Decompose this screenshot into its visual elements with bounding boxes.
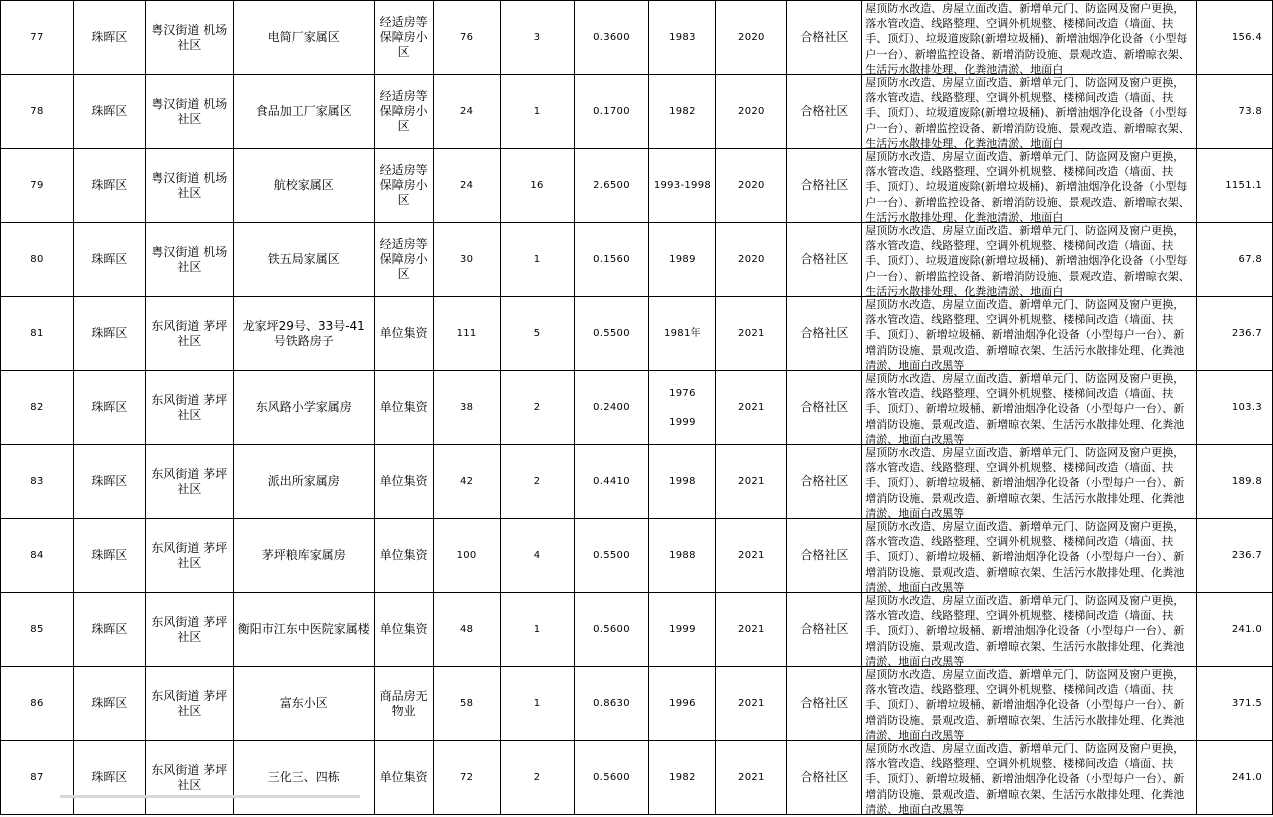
status-cell[interactable]: 合格社区: [787, 297, 862, 371]
street-community-cell[interactable]: 东风街道 茅坪社区: [145, 519, 233, 593]
households-cell[interactable]: 111: [433, 297, 500, 371]
renovation-content-cell[interactable]: [862, 445, 1197, 519]
renovation-content-cell[interactable]: [862, 593, 1197, 667]
district-cell[interactable]: 珠晖区: [73, 667, 145, 741]
investment-amount-cell[interactable]: 236.7: [1196, 519, 1272, 593]
table-row: [1, 223, 1273, 297]
households-cell[interactable]: 48: [433, 593, 500, 667]
row-number-cell[interactable]: 82: [1, 371, 74, 445]
table-body: [1, 1, 1273, 815]
renovation-content-text: 屋顶防水改造、房屋立面改造、新增单元门、防盗网及窗户更换，落水管改造、线路整理、空调外机规整、楼梯间改造（墙面、扶手、顶灯）、新增垃圾桶、新增油烟净化设备（小型每户一台）、新增消防设施、景观改造、新增晾衣架、生活污水散排处理、化粪池清淤、地面白改黑等: [865, 742, 1185, 816]
project-name-cell[interactable]: 电简厂家属区: [233, 1, 374, 75]
buildings-cell[interactable]: 3: [500, 1, 574, 75]
plan-year-cell[interactable]: 2021: [716, 519, 787, 593]
table-row: [1, 667, 1273, 741]
renovation-content-text: 屋顶防水改造、房屋立面改造、新增单元门、防盗网及窗户更换，落水管改造、线路整理、空调外机规整、楼梯间改造（墙面、扶手、顶灯）、新增垃圾桶、新增油烟净化设备（小型每户一台）、新增消防设施、景观改造、新增晾衣架、生活污水散排处理、化粪池清淤、地面白改黑等: [865, 372, 1185, 446]
renovation-content-cell[interactable]: [862, 741, 1197, 815]
plan-year-cell[interactable]: 2021: [716, 741, 787, 815]
area-cell[interactable]: 0.5500: [574, 297, 649, 371]
buildings-cell[interactable]: 1: [500, 223, 574, 297]
street-community-cell[interactable]: 东风街道 茅坪社区: [145, 297, 233, 371]
households-cell[interactable]: 100: [433, 519, 500, 593]
table-row: [1, 593, 1273, 667]
renovation-content-text: 屋顶防水改造、房屋立面改造、新增单元门、防盗网及窗户更换，落水管改造、线路整理、空调外机规整、楼梯间改造（墙面、扶手、顶灯）、垃圾道废除(新增垃圾桶)、新增油烟净化设备（小型每户一台）、新增监控设备、新增消防设施、景观改造、新增晾衣架、生活污水散排处理、化粪池清淤、地面白: [865, 224, 1190, 298]
table-row: [1, 741, 1273, 815]
households-cell[interactable]: 38: [433, 371, 500, 445]
status-cell[interactable]: 合格社区: [787, 445, 862, 519]
plan-year-cell[interactable]: 2021: [716, 297, 787, 371]
row-number-cell[interactable]: 78: [1, 75, 74, 149]
investment-amount-cell[interactable]: 241.0: [1196, 593, 1272, 667]
status-cell[interactable]: 合格社区: [787, 223, 862, 297]
project-name-cell[interactable]: 富东小区: [233, 667, 374, 741]
built-year-cell[interactable]: 1996: [649, 667, 716, 741]
row-number-cell[interactable]: 85: [1, 593, 74, 667]
table-row: [1, 75, 1273, 149]
street-community-cell[interactable]: 粤汉街道 机场社区: [145, 1, 233, 75]
built-year-text-2: 1999: [669, 416, 696, 428]
renovation-content-cell[interactable]: [862, 667, 1197, 741]
investment-amount-cell[interactable]: 73.8: [1196, 75, 1272, 149]
project-name-cell[interactable]: 铁五局家属区: [233, 223, 374, 297]
plan-year-cell[interactable]: 2021: [716, 371, 787, 445]
street-community-cell[interactable]: 东风街道 茅坪社区: [145, 593, 233, 667]
horizontal-scrollbar[interactable]: [60, 795, 360, 798]
households-cell[interactable]: 24: [433, 149, 500, 223]
buildings-cell[interactable]: 5: [500, 297, 574, 371]
table-row: [1, 297, 1273, 371]
renovation-content-text: 屋顶防水改造、房屋立面改造、新增单元门、防盗网及窗户更换，落水管改造、线路整理、空调外机规整、楼梯间改造（墙面、扶手、顶灯）、新增垃圾桶、新增油烟净化设备（小型每户一台）、新增消防设施、景观改造、新增晾衣架、生活污水散排处理、化粪池清淤、地面白改黑等: [865, 594, 1185, 668]
plan-year-cell[interactable]: 2021: [716, 593, 787, 667]
property-type-cell[interactable]: 单位集资: [374, 741, 433, 815]
built-year-cell[interactable]: 1999: [649, 593, 716, 667]
area-cell[interactable]: 2.6500: [574, 149, 649, 223]
area-cell[interactable]: 0.3600: [574, 1, 649, 75]
row-number-cell[interactable]: 83: [1, 445, 74, 519]
investment-amount-cell[interactable]: 103.3: [1196, 371, 1272, 445]
built-year-cell[interactable]: 1982: [649, 741, 716, 815]
renovation-content-cell[interactable]: [862, 297, 1197, 371]
row-number-cell[interactable]: 86: [1, 667, 74, 741]
row-number-cell[interactable]: 81: [1, 297, 74, 371]
built-year-text: 1976: [669, 387, 696, 399]
table-row: [1, 149, 1273, 223]
area-cell[interactable]: 0.5600: [574, 741, 649, 815]
buildings-cell[interactable]: 1: [500, 667, 574, 741]
built-year-cell[interactable]: 1982: [649, 75, 716, 149]
district-cell[interactable]: 珠晖区: [73, 223, 145, 297]
built-year-cell[interactable]: 1983: [649, 1, 716, 75]
investment-amount-cell[interactable]: 156.4: [1196, 1, 1272, 75]
renovation-content-text: 屋顶防水改造、房屋立面改造、新增单元门、防盗网及窗户更换，落水管改造、线路整理、空调外机规整、楼梯间改造（墙面、扶手、顶灯）、新增垃圾桶、新增油烟净化设备（小型每户一台）、新增消防设施、景观改造、新增晾衣架、生活污水散排处理、化粪池清淤、地面白改黑等: [865, 446, 1185, 520]
area-cell[interactable]: 0.8630: [574, 667, 649, 741]
renovation-content-cell[interactable]: [862, 223, 1197, 297]
status-cell[interactable]: 合格社区: [787, 1, 862, 75]
plan-year-cell[interactable]: 2021: [716, 445, 787, 519]
investment-amount-cell[interactable]: 236.7: [1196, 297, 1272, 371]
status-cell[interactable]: 合格社区: [787, 149, 862, 223]
buildings-cell[interactable]: 2: [500, 741, 574, 815]
investment-amount-cell[interactable]: 371.5: [1196, 667, 1272, 741]
area-cell[interactable]: 0.2400: [574, 371, 649, 445]
area-cell[interactable]: 0.5600: [574, 593, 649, 667]
row-number-cell[interactable]: 84: [1, 519, 74, 593]
district-cell[interactable]: 珠晖区: [73, 593, 145, 667]
project-name-cell[interactable]: 衡阳市江东中医院家属楼: [233, 593, 374, 667]
renovation-content-cell[interactable]: [862, 75, 1197, 149]
households-cell[interactable]: 30: [433, 223, 500, 297]
renovation-content-cell[interactable]: [862, 519, 1197, 593]
built-year-cell[interactable]: 1989: [649, 223, 716, 297]
investment-amount-cell[interactable]: 67.8: [1196, 223, 1272, 297]
investment-amount-cell[interactable]: 241.0: [1196, 741, 1272, 815]
street-community-cell[interactable]: 东风街道 茅坪社区: [145, 667, 233, 741]
project-name-cell[interactable]: 航校家属区: [233, 149, 374, 223]
project-name-cell[interactable]: 食品加工厂家属区: [233, 75, 374, 149]
street-community-cell[interactable]: 东风街道 茅坪社区: [145, 741, 233, 815]
households-cell[interactable]: 24: [433, 75, 500, 149]
investment-amount-cell[interactable]: 1151.1: [1196, 149, 1272, 223]
table-row: [1, 445, 1273, 519]
renovation-content-cell[interactable]: [862, 1, 1197, 75]
property-type-cell[interactable]: 单位集资: [374, 297, 433, 371]
plan-year-cell[interactable]: 2020: [716, 223, 787, 297]
row-number-cell[interactable]: 79: [1, 149, 74, 223]
district-cell[interactable]: 珠晖区: [73, 371, 145, 445]
status-cell[interactable]: 合格社区: [787, 371, 862, 445]
project-name-cell[interactable]: 三化三、四栋: [233, 741, 374, 815]
built-year-cell[interactable]: 1981年: [649, 297, 716, 371]
investment-amount-cell[interactable]: 189.8: [1196, 445, 1272, 519]
property-type-cell[interactable]: 单位集资: [374, 445, 433, 519]
renovation-content-text: 屋顶防水改造、房屋立面改造、新增单元门、防盗网及窗户更换，落水管改造、线路整理、空调外机规整、楼梯间改造（墙面、扶手、顶灯）、新增垃圾桶、新增油烟净化设备（小型每户一台）、新增消防设施、景观改造、新增晾衣架、生活污水散排处理、化粪池清淤、地面白改黑等: [865, 520, 1185, 594]
plan-year-cell[interactable]: 2021: [716, 667, 787, 741]
buildings-cell[interactable]: 4: [500, 519, 574, 593]
area-cell[interactable]: 0.1700: [574, 75, 649, 149]
street-community-cell[interactable]: 粤汉街道 机场社区: [145, 75, 233, 149]
district-cell[interactable]: 珠晖区: [73, 1, 145, 75]
row-number-cell[interactable]: 77: [1, 1, 74, 75]
built-year-cell[interactable]: 1993-1998: [649, 149, 716, 223]
property-type-cell[interactable]: 单位集资: [374, 593, 433, 667]
row-number-cell[interactable]: 80: [1, 223, 74, 297]
status-cell[interactable]: 合格社区: [787, 519, 862, 593]
buildings-cell[interactable]: 16: [500, 149, 574, 223]
buildings-cell[interactable]: 2: [500, 445, 574, 519]
households-cell[interactable]: 72: [433, 741, 500, 815]
renovation-content-text: 屋顶防水改造、房屋立面改造、新增单元门、防盗网及窗户更换，落水管改造、线路整理、空调外机规整、楼梯间改造（墙面、扶手、顶灯）、垃圾道废除(新增垃圾桶)、新增油烟净化设备（小型每户一台）、新增监控设备、新增消防设施、景观改造、新增晾衣架、生活污水散排处理、化粪池清淤、地面白: [865, 150, 1190, 224]
renovation-content-text: 屋顶防水改造、房屋立面改造、新增单元门、防盗网及窗户更换，落水管改造、线路整理、空调外机规整、楼梯间改造（墙面、扶手、顶灯）、新增垃圾桶、新增油烟净化设备（小型每户一台）、新增消防设施、景观改造、新增晾衣架、生活污水散排处理、化粪池清淤、地面白改黑等: [865, 298, 1185, 372]
property-type-cell[interactable]: 单位集资: [374, 519, 433, 593]
built-year-cell[interactable]: 1988: [649, 519, 716, 593]
area-cell[interactable]: 0.4410: [574, 445, 649, 519]
street-community-cell[interactable]: 粤汉街道 机场社区: [145, 223, 233, 297]
area-cell[interactable]: 0.1560: [574, 223, 649, 297]
project-name-cell[interactable]: 茅坪粮库家属房: [233, 519, 374, 593]
district-cell[interactable]: 珠晖区: [73, 519, 145, 593]
street-community-cell[interactable]: 东风街道 茅坪社区: [145, 371, 233, 445]
renovation-content-text: 屋顶防水改造、房屋立面改造、新增单元门、防盗网及窗户更换，落水管改造、线路整理、空调外机规整、楼梯间改造（墙面、扶手、顶灯）、垃圾道废除(新增垃圾桶)、新增油烟净化设备（小型每户一台）、新增监控设备、新增消防设施、景观改造、新增晾衣架、生活污水散排处理、化粪池清淤、地面白: [865, 2, 1190, 76]
property-type-cell[interactable]: 经适房等保障房小区: [374, 1, 433, 75]
district-cell[interactable]: 珠晖区: [73, 741, 145, 815]
property-type-cell[interactable]: 经适房等保障房小区: [374, 75, 433, 149]
built-year-cell[interactable]: [649, 371, 716, 445]
district-cell[interactable]: 珠晖区: [73, 149, 145, 223]
plan-year-cell[interactable]: 2020: [716, 1, 787, 75]
project-name-cell[interactable]: 派出所家属房: [233, 445, 374, 519]
area-cell[interactable]: 0.5500: [574, 519, 649, 593]
property-type-cell[interactable]: 单位集资: [374, 371, 433, 445]
project-name-cell[interactable]: 龙家坪29号、33号-41号铁路房子: [233, 297, 374, 371]
row-number-cell[interactable]: 87: [1, 741, 74, 815]
status-cell[interactable]: 合格社区: [787, 593, 862, 667]
table-row: [1, 519, 1273, 593]
table-row: [1, 371, 1273, 445]
district-cell[interactable]: 珠晖区: [73, 445, 145, 519]
built-year-cell[interactable]: 1998: [649, 445, 716, 519]
households-cell[interactable]: 76: [433, 1, 500, 75]
plan-year-cell[interactable]: 2020: [716, 149, 787, 223]
property-type-cell[interactable]: 商品房无物业: [374, 667, 433, 741]
status-cell[interactable]: 合格社区: [787, 667, 862, 741]
buildings-cell[interactable]: 1: [500, 593, 574, 667]
buildings-cell[interactable]: 1: [500, 75, 574, 149]
district-cell[interactable]: 珠晖区: [73, 297, 145, 371]
plan-year-cell[interactable]: 2020: [716, 75, 787, 149]
street-community-cell[interactable]: 粤汉街道 机场社区: [145, 149, 233, 223]
status-cell[interactable]: 合格社区: [787, 75, 862, 149]
property-type-cell[interactable]: 经适房等保障房小区: [374, 223, 433, 297]
households-cell[interactable]: 42: [433, 445, 500, 519]
status-cell[interactable]: 合格社区: [787, 741, 862, 815]
renovation-content-text: 屋顶防水改造、房屋立面改造、新增单元门、防盗网及窗户更换，落水管改造、线路整理、空调外机规整、楼梯间改造（墙面、扶手、顶灯）、新增垃圾桶、新增油烟净化设备（小型每户一台）、新增消防设施、景观改造、新增晾衣架、生活污水散排处理、化粪池清淤、地面白改黑等: [865, 668, 1185, 742]
households-cell[interactable]: 58: [433, 667, 500, 741]
renovation-content-cell[interactable]: [862, 371, 1197, 445]
renovation-content-text: 屋顶防水改造、房屋立面改造、新增单元门、防盗网及窗户更换，落水管改造、线路整理、空调外机规整、楼梯间改造（墙面、扶手、顶灯）、垃圾道废除(新增垃圾桶)、新增油烟净化设备（小型每户一台）、新增监控设备、新增消防设施、景观改造、新增晾衣架、生活污水散排处理、化粪池清淤、地面白: [865, 76, 1190, 150]
district-cell[interactable]: 珠晖区: [73, 75, 145, 149]
project-name-cell[interactable]: 东风路小学家属房: [233, 371, 374, 445]
buildings-cell[interactable]: 2: [500, 371, 574, 445]
property-type-cell[interactable]: 经适房等保障房小区: [374, 149, 433, 223]
table-row: [1, 1, 1273, 75]
street-community-cell[interactable]: 东风街道 茅坪社区: [145, 445, 233, 519]
renovation-content-cell[interactable]: [862, 149, 1197, 223]
